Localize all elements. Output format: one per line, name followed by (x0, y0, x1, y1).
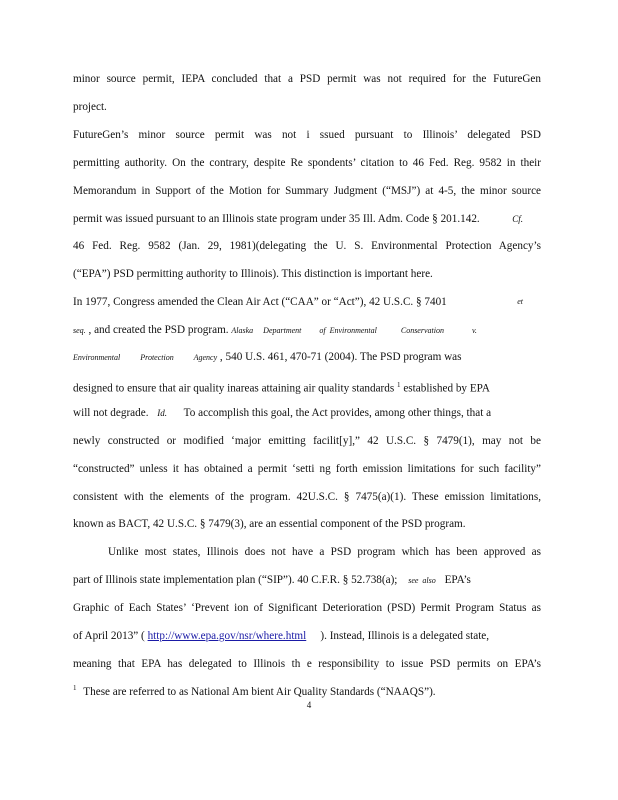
text-segment: will not degrade. (73, 407, 149, 419)
text-line (73, 629, 541, 643)
text-segment: of April 2013” ( (73, 630, 145, 642)
text-segment: , and created the PSD program. (88, 324, 229, 336)
text-line: Unlike most states, Illinois does not have a PSD program which has been approved as (108, 546, 541, 558)
text-line: project. (73, 101, 107, 113)
text-line (73, 323, 541, 338)
text-line (73, 350, 541, 365)
text-line: newly constructed or modified ‘major emitting facilit[y],” 42 U.S.C. § 7479(1), may not be (73, 435, 541, 447)
citation-id: Id. (157, 408, 168, 418)
text-segment: established by EPA (403, 382, 490, 395)
footnote-reference: 1 (397, 381, 401, 389)
case-name-agency: Environmental Protection Agency (73, 353, 218, 362)
text-segment: ). Instead, Illinois is a delegated state, (320, 630, 490, 642)
text-line (73, 295, 541, 309)
text-segment: EPA’s (444, 574, 471, 586)
text-line (73, 378, 541, 396)
text-line: 46 Fed. Reg. 9582 (Jan. 29, 1981)(delegating the U. S. Environmental Protection Agency’s (73, 240, 541, 252)
text-line (73, 406, 541, 420)
text-segment: permit was issued pursuant to an Illinois state program under 35 Ill. Adm. Code § 201.142. (73, 213, 480, 225)
footnote (73, 684, 541, 698)
text-line: known as BACT, 42 U.S.C. § 7479(3), are an essential component of the PSD program. (73, 518, 466, 530)
text-line: Memorandum in Support of the Motion for Summary Judgment (“MSJ”) at 4-5, the minor source (73, 185, 541, 197)
text-segment: To accomplish this goal, the Act provides, among other things, that a (183, 407, 492, 419)
text-line: “constructed” unless it has obtained a permit ‘setti ng forth emission limitations for such facility” (73, 463, 541, 475)
epa-link[interactable]: http://www.epa.gov/nsr/where.html (147, 630, 307, 642)
text-segment: designed to ensure that air quality inareas attaining air quality standards (73, 382, 395, 395)
text-segment: part of Illinois state implementation plan (“SIP”). 40 C.F.R. § 52.738(a); (73, 574, 398, 586)
text-line: (“EPA”) PSD permitting authority to Illinois). This distinction is important here. (73, 268, 433, 280)
text-segment: , 540 U.S. 461, 470-71 (2004). The PSD program was (219, 351, 462, 363)
text-line: permitting authority. On the contrary, despite Re spondents’ citation to 46 Fed. Reg. 9582 in their (73, 157, 541, 169)
citation-seq: seq. (73, 326, 86, 335)
footnote-text: These are referred to as National Am bient Air Quality Standards (“NAAQS”). (83, 685, 436, 698)
citation-signal-cf: Cf. (512, 214, 523, 224)
text-line: Graphic of Each States’ ‘Prevent ion of Significant Deterioration (PSD) Permit Program Status as (73, 602, 541, 614)
page-number: 4 (306, 700, 312, 710)
case-name: Alaska Department of Environmental Conservation v. (231, 326, 477, 335)
text-line: minor source permit, IEPA concluded that a PSD permit was not required for the FutureGen (73, 73, 541, 85)
text-line: meaning that EPA has delegated to Illinois th e responsibility to issue PSD permits on EPA’s (73, 658, 541, 670)
text-line (73, 212, 541, 226)
footnote-marker: 1 (73, 684, 77, 692)
text-line (73, 573, 541, 588)
text-segment: In 1977, Congress amended the Clean Air Act (“CAA” or “Act”), 42 U.S.C. § 7401 (73, 296, 447, 308)
citation-see-also: see also (408, 576, 436, 585)
citation-et: et (517, 297, 523, 306)
text-line: consistent with the elements of the program. 42U.S.C. § 7475(a)(1). These emission limitations, (73, 491, 541, 503)
text-line: FutureGen’s minor source permit was not i ssued pursuant to Illinois’ delegated PSD (73, 129, 541, 141)
